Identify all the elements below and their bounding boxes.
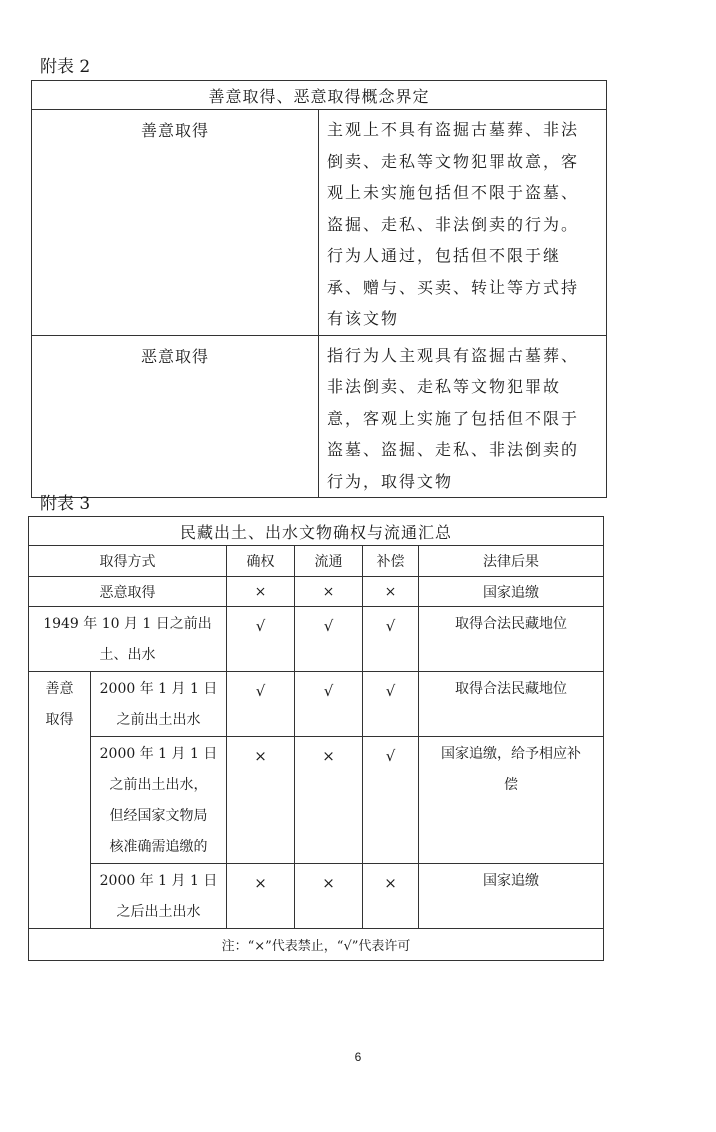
table-row [29,577,604,607]
definition-line: 盗墓、盗掘、走私、非法倒卖的 [327,440,580,459]
table-row [29,672,604,737]
compensate-cell: √ [363,607,419,672]
result-cell: 国家追缴 [419,864,604,929]
method-cell: 恶意取得 [29,577,227,607]
definition-line: 非法倒卖、走私等文物犯罪故 [327,377,562,396]
header-circulate: 流通 [295,546,363,577]
summary-table-title: 民藏出土、出水文物确权与流通汇总 [29,517,604,546]
confirm-cell: √ [227,672,295,737]
definition-table [31,80,607,498]
method-line: 2000 年 1 月 1 日 [99,681,218,697]
page-number: 6 [354,1050,362,1064]
table-row [32,335,607,498]
confirm-cell: √ [227,607,295,672]
summary-table [28,516,604,961]
definition-table-title: 善意取得、恶意取得概念界定 [32,81,607,110]
group-label-line: 取得 [45,712,74,728]
table-row [29,737,604,864]
method-line: 之前出土出水， [109,777,208,793]
definition-good-faith [319,110,607,336]
header-method: 取得方式 [29,546,227,577]
table-row [29,607,604,672]
header-compensate: 补偿 [363,546,419,577]
circulate-cell: × [295,737,363,864]
term-good-faith: 善意取得 [32,110,319,336]
result-cell: 取得合法民藏地位 [419,672,604,737]
table-note: 注：“×”代表禁止，“√”代表许可 [29,929,604,961]
result-cell: 取得合法民藏地位 [419,607,604,672]
result-cell: 国家追缴 [419,577,604,607]
result-line: 国家追缴，给予相应补 [441,746,581,762]
method-cell [91,864,227,929]
definition-line: 倒卖、走私等文物犯罪故意，客 [327,151,580,171]
table-row [29,864,604,929]
method-line: 但经国家文物局 [109,808,208,824]
group-label-good-faith [29,672,91,929]
definition-line: 盗掘、走私、非法倒卖的行为。 [327,214,580,234]
confirm-cell: × [227,737,295,864]
definition-line: 行为，取得文物 [327,471,454,491]
compensate-cell: × [363,864,419,929]
method-line: 2000 年 1 月 1 日 [99,873,218,889]
term-bad-faith: 恶意取得 [32,335,319,498]
header-row [29,546,604,577]
table2-caption: 附表 2 [40,57,91,77]
definition-line: 有该文物 [327,309,400,328]
compensate-cell: × [363,577,419,607]
definition-line: 观上未实施包括但不限于盗墓、 [327,183,580,202]
method-line: 之前出土出水 [116,712,201,728]
table3-caption: 附表 3 [40,494,91,514]
circulate-cell: √ [295,607,363,672]
method-line: 之后出土出水 [116,904,201,920]
compensate-cell: √ [363,672,419,737]
table-row [32,110,607,336]
definition-bad-faith [319,335,607,498]
header-confirm: 确权 [227,546,295,577]
method-cell [91,672,227,737]
result-cell [419,737,604,864]
group-label-line: 善意 [45,681,74,697]
method-line: 2000 年 1 月 1 日 [99,746,218,762]
method-line: 1949 年 10 月 1 日之前出 [43,616,212,632]
confirm-cell: × [227,864,295,929]
circulate-cell: √ [295,672,363,737]
method-line: 核准确需追缴的 [109,839,208,855]
definition-line: 主观上不具有盗掘古墓葬、非法 [327,120,580,139]
circulate-cell: × [295,577,363,607]
method-cell [91,737,227,864]
definition-line: 指行为人主观具有盗掘古墓葬、 [327,345,580,365]
definition-line: 行为人通过，包括但不限于继 [327,246,562,265]
header-result: 法律后果 [419,546,604,577]
definition-line: 意，客观上实施了包括但不限于 [327,408,580,428]
result-line: 偿 [504,777,518,793]
method-cell [29,607,227,672]
circulate-cell: × [295,864,363,929]
confirm-cell: × [227,577,295,607]
method-line: 土、出水 [99,647,156,663]
compensate-cell: √ [363,737,419,864]
definition-line: 承、赠与、买卖、转让等方式持 [327,277,580,297]
